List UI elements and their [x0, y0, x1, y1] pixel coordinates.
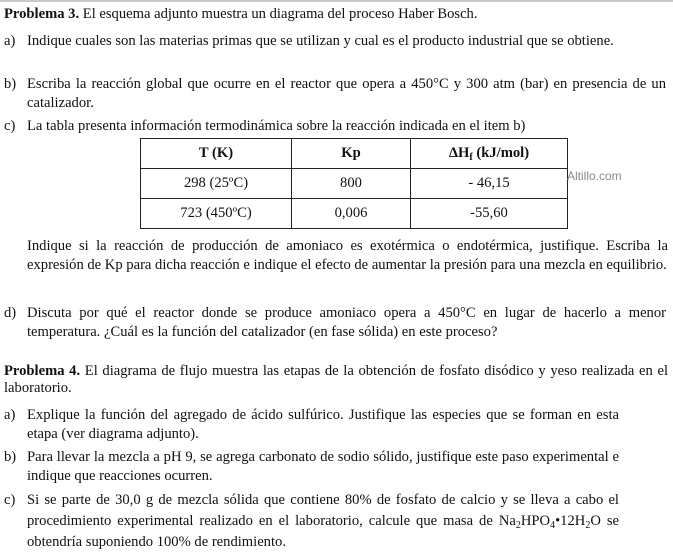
- problem4-title: Problema 4.: [4, 363, 81, 379]
- item-label: a): [4, 33, 16, 49]
- table-row: [141, 169, 568, 199]
- problem3-item-c-followup: Indique si la reacción de producción de amoniaco es exotérmica o endotérmica, justifique. Escriba la expresión de Kp para dicha reacción e indique el efecto de aumentar la presión para una mezcla en equilibrio.: [27, 238, 668, 273]
- delta-h-unit: (kJ/mol): [472, 145, 530, 161]
- item-label: d): [4, 305, 17, 321]
- problem3-intro: El esquema adjunto muestra un diagrama del proceso Haber Bosch.: [82, 6, 478, 22]
- problem3-heading: [4, 6, 668, 23]
- formula-sub: 2: [585, 520, 591, 531]
- item-label: c): [4, 118, 16, 134]
- formula: [499, 513, 601, 529]
- watermark: Altillo.com: [567, 169, 622, 183]
- problem4-item-b: [4, 448, 619, 486]
- header-enthalpy: [411, 139, 568, 169]
- table-cell: -55,60: [411, 199, 568, 229]
- header-temperature: T (K): [141, 139, 292, 169]
- item-label: c): [4, 492, 16, 508]
- problem4-intro: El diagrama de flujo muestra las etapas de la obtención de fosfato disódico y yeso realizada en el laboratorio.: [4, 363, 669, 396]
- formula-part: Na: [498, 513, 516, 529]
- formula-sub: 4: [550, 520, 556, 531]
- table-header-row: [141, 139, 568, 169]
- problem4-item-c: [4, 490, 619, 553]
- item-text: Indique cuales son las materias primas que se utilizan y cual es el producto industrial que se obtiene.: [27, 33, 614, 49]
- item-text: Para llevar la mezcla a pH 9, se agrega carbonato de sodio sólido, justifique este paso experimental e indique que reacciones ocurren.: [27, 449, 619, 484]
- item-label: a): [4, 407, 16, 423]
- delta-h-symbol: ΔH: [448, 145, 470, 161]
- item-text: [27, 490, 619, 553]
- item-text: Discuta por qué el reactor donde se produce amoniaco opera a 450°C en lugar de hacerlo a menor temperatura. ¿Cuál es la función del catalizador (en fase sólida) en este proceso?: [27, 305, 666, 340]
- table-cell: - 46,15: [411, 169, 568, 199]
- problem3-title: Problema 3.: [4, 6, 80, 22]
- item-text-main: Si se parte de 30,0 g de mezcla sólida que contiene 80% de fosfato de calcio y se lleva a cabo el procedimiento experimental realizado en el laboratorio, calcule que masa de: [27, 492, 619, 529]
- top-border: [0, 0, 673, 2]
- header-kp: Kp: [292, 139, 411, 169]
- table-cell: 0,006: [292, 199, 411, 229]
- delta-h-subscript: f: [469, 152, 473, 163]
- problem4-heading: [4, 363, 668, 397]
- item-label: b): [4, 76, 17, 92]
- thermo-table: [140, 138, 568, 229]
- formula-part: •12H: [555, 513, 586, 529]
- problem3-item-b: [4, 75, 666, 113]
- formula-tail: se obtendría suponiendo 100% de rendimiento.: [27, 513, 620, 550]
- table-cell: 298 (25ºC): [141, 169, 292, 199]
- formula-sub: 2: [515, 520, 521, 531]
- problem3-item-d: [4, 304, 666, 342]
- table-cell: 800: [292, 169, 411, 199]
- item-text: La tabla presenta información termodinámica sobre la reacción indicada en el item b): [27, 118, 526, 134]
- table-row: [141, 199, 568, 229]
- formula-part: HPO: [520, 513, 551, 529]
- formula-part: O: [590, 513, 601, 529]
- table-cell: 723 (450ºC): [141, 199, 292, 229]
- problem4-item-a: [4, 406, 619, 444]
- item-text: Escriba la reacción global que ocurre en el reactor que opera a 450°C y 300 atm (bar) en presencia de un catalizador.: [27, 76, 666, 111]
- item-text: Explique la función del agregado de ácido sulfúrico. Justifique las especies que se forman en esta etapa (ver diagrama adjunto).: [27, 407, 619, 442]
- problem3-item-a: [4, 32, 666, 51]
- item-label: b): [4, 449, 17, 465]
- problem3-item-c: [4, 117, 666, 136]
